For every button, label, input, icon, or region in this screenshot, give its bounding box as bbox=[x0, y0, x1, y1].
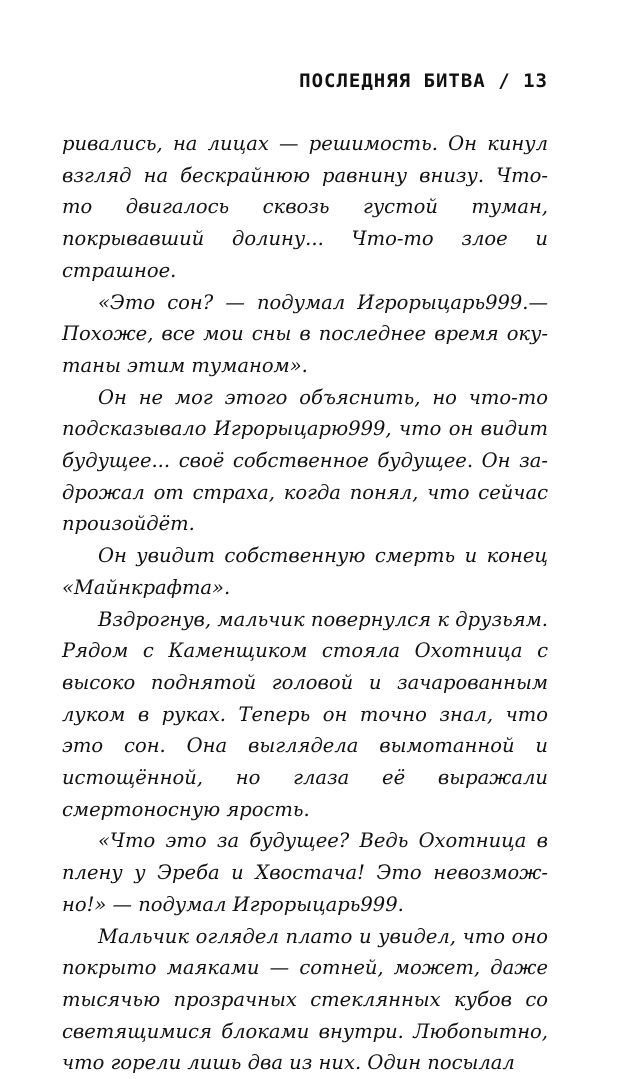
paragraph: «Это сон? — подумал Игрорыцарь999.— Похоже, все мои сны в последнее время окутаны этим туманом». bbox=[62, 290, 548, 377]
paragraph: Он увидит собственную смерть и конец «Майнкрафта». bbox=[62, 544, 548, 599]
paragraph: Он не мог этого объяснить, но что-то подсказывало Игрорыцарю999, что он видит будущее... своё собственное будущее. Он задрожал от страха, когда понял, что сейчас произойдёт. bbox=[62, 385, 548, 536]
chapter-title: ПОСЛЕДНЯЯ БИТВА bbox=[299, 70, 486, 92]
paragraph-continuation: ривались, на лицах — решимость. Он кинул взгляд на бескрайнюю равнину внизу. Что-то двигалось сквозь густой туман, покрывавший долину... Что-то злое и страшное. bbox=[62, 132, 548, 282]
header-separator: / bbox=[498, 70, 511, 92]
running-header bbox=[299, 70, 548, 92]
paragraph: «Что это за будущее? Ведь Охотница в плену у Эреба и Хвостача! Это невозможно!» — подумал Игрорыцарь999. bbox=[62, 829, 548, 916]
page-number: 13 bbox=[523, 70, 548, 92]
paragraph: Мальчик оглядел плато и увидел, что оно покрыто маяками — сотней, может, даже тысячью прозрачных стеклянных кубов со светящимися блоками внутри. Любопытно, что горели лишь два из них. Один посылал bbox=[62, 924, 548, 1075]
paragraph: Вздрогнув, мальчик повернулся к друзьям. Рядом с Каменщиком стояла Охотница с высоко поднятой головой и зачарованным луком в руках. Теперь он точно знал, что это сон. Она выглядела вымотанной и истощённой, но глаза её выражали смертоносную ярость. bbox=[62, 607, 548, 821]
body-text bbox=[62, 128, 548, 1079]
